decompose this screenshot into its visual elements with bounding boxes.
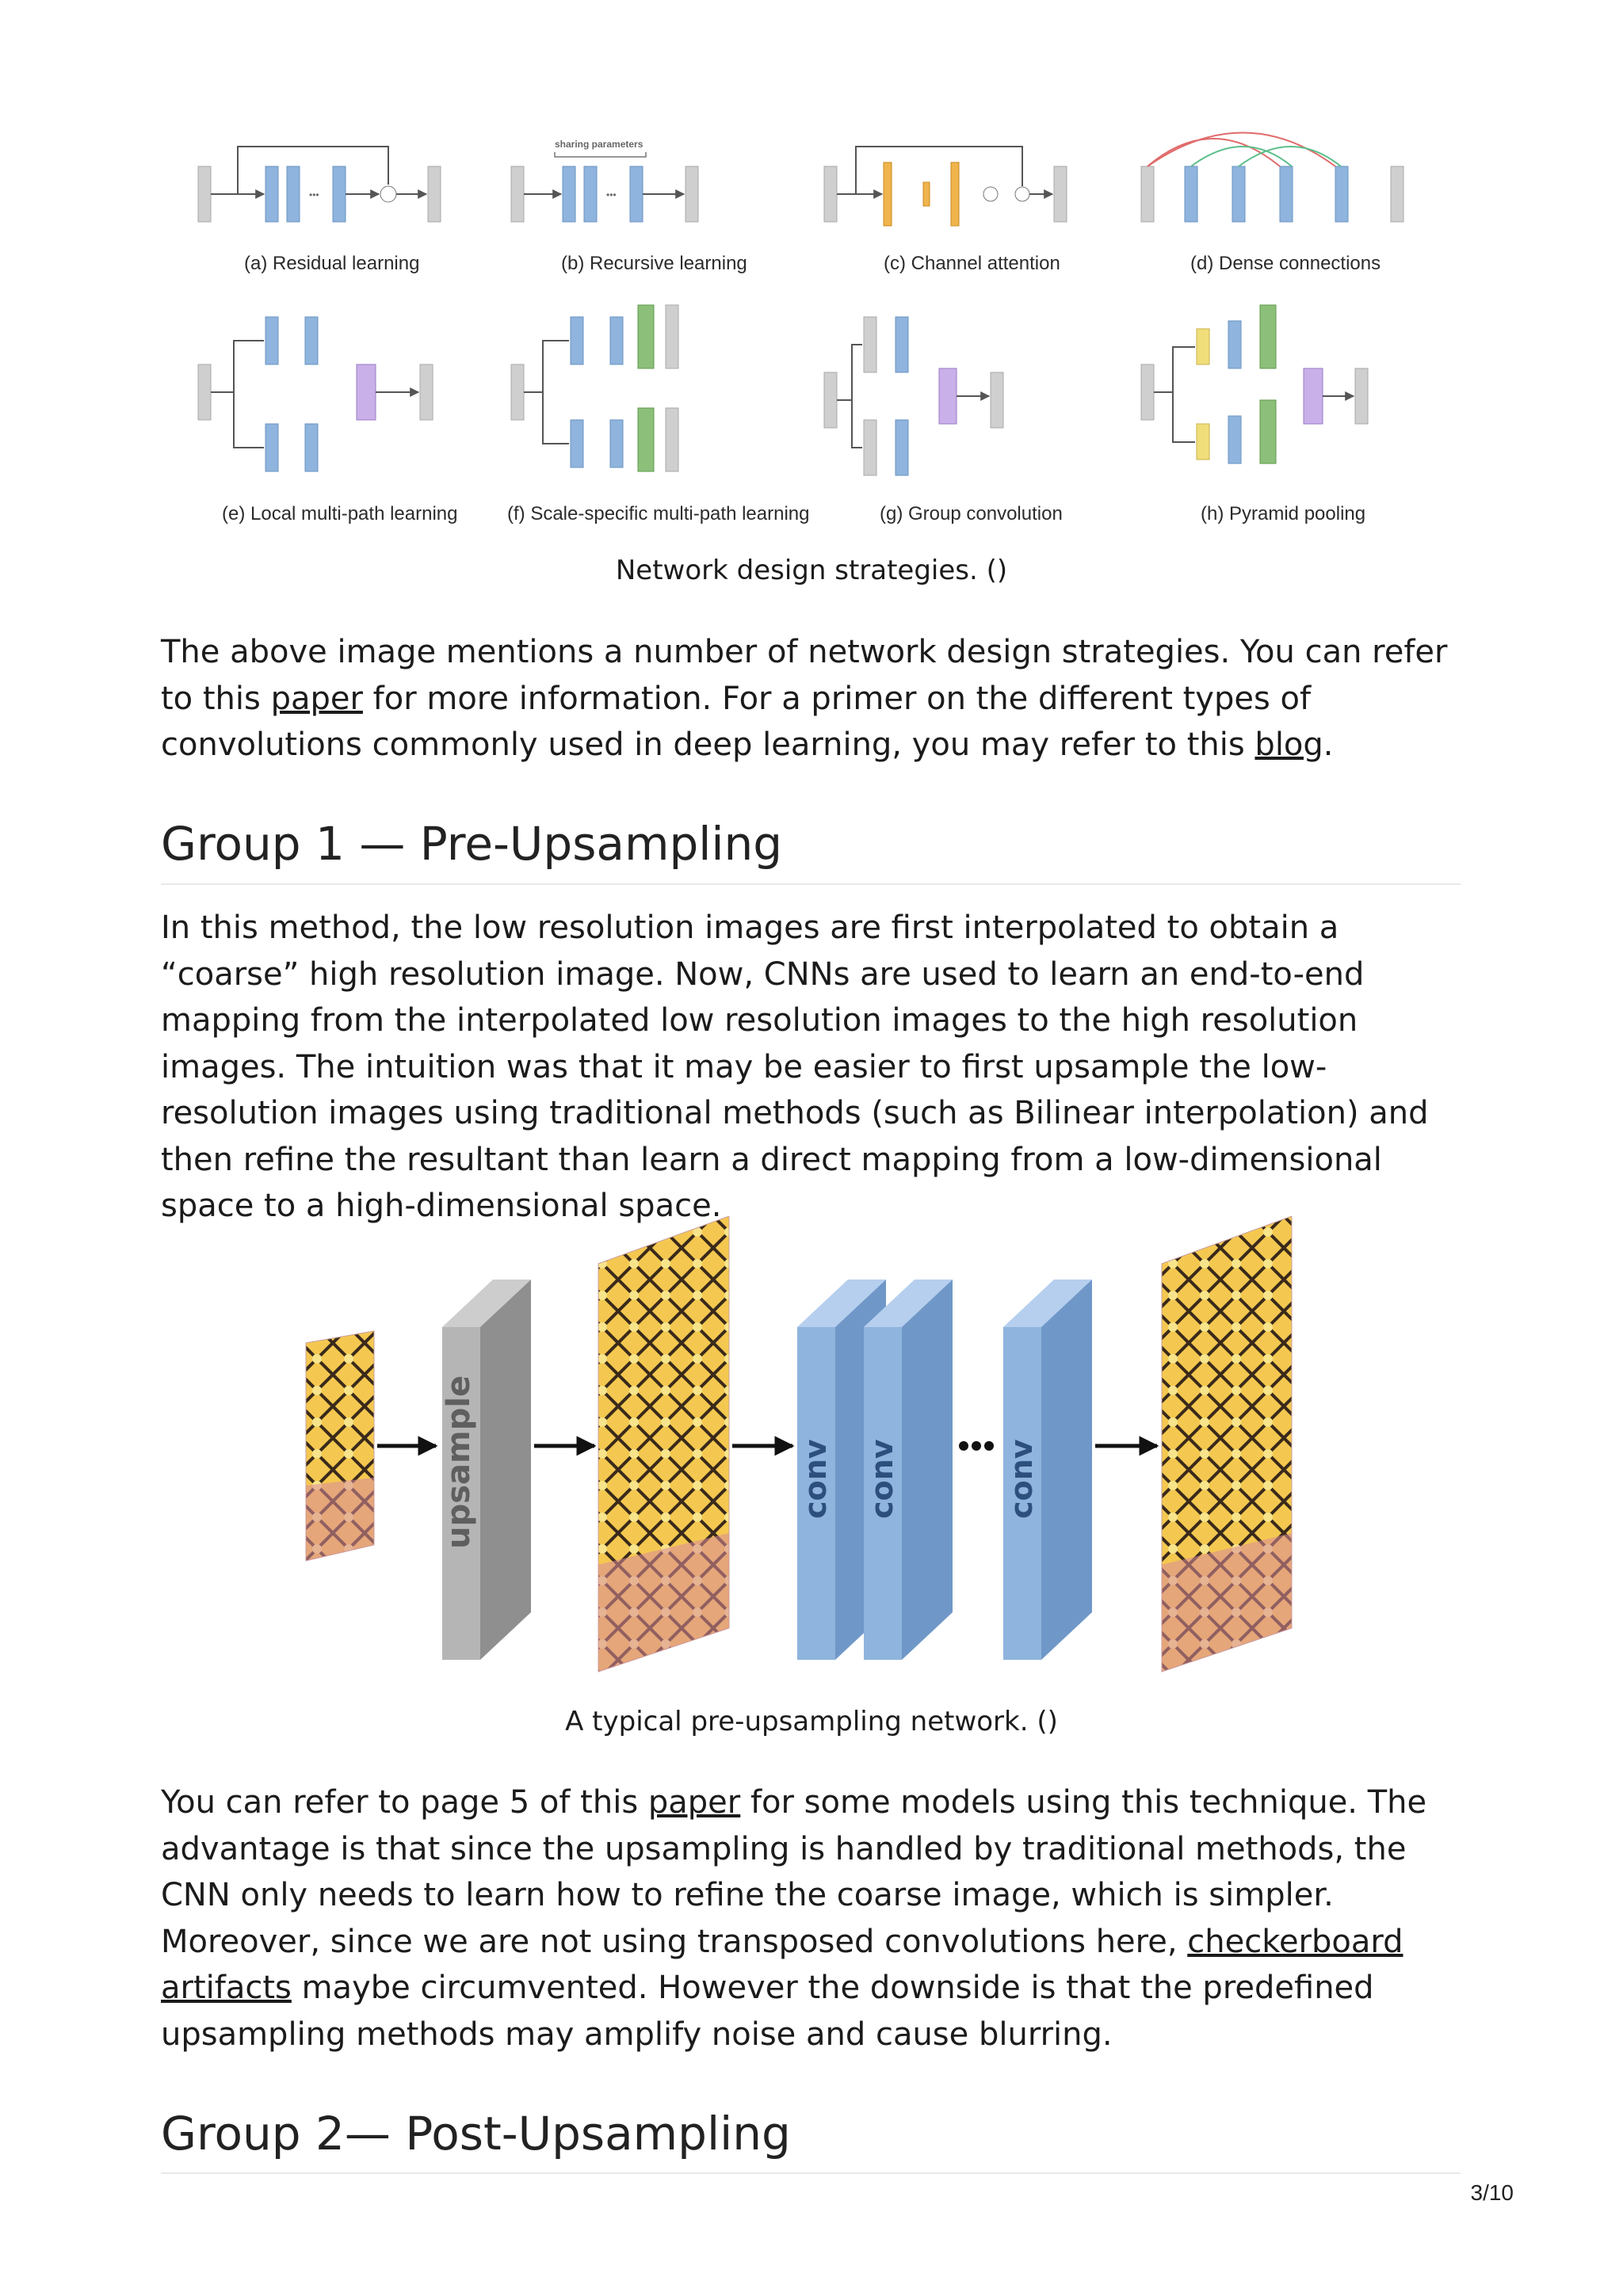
- panel-a-label: (a) Residual learning: [244, 253, 420, 274]
- upsample-label: upsample: [441, 1375, 477, 1549]
- panel-c-label: (c) Channel attention: [884, 253, 1060, 274]
- coarse-high-resolution-image: [598, 1216, 729, 1672]
- page-number: 3/10: [1470, 2180, 1514, 2205]
- blog-link[interactable]: blog: [1254, 727, 1323, 763]
- panel-d-label: (d) Dense connections: [1190, 253, 1381, 274]
- panel-local-multipath: [198, 317, 457, 524]
- svg-text:•••: •••: [309, 189, 319, 200]
- conv-block-2: [864, 1280, 953, 1660]
- panel-pyramid-pooling: [1141, 305, 1368, 524]
- intro-paragraph: [161, 629, 1461, 769]
- panel-dense-connections: [1141, 133, 1403, 275]
- paper-link[interactable]: paper: [270, 680, 363, 717]
- section-heading-post-upsampling: Group 2— Post-Upsampling: [161, 2107, 791, 2161]
- panel-b-label: (b) Recursive learning: [561, 253, 747, 274]
- paper-page5-link[interactable]: paper: [647, 1784, 741, 1821]
- panel-channel-attention: [824, 147, 1067, 274]
- panel-residual-learning: [198, 147, 441, 274]
- pre-upsampling-paragraph: In this method, the low resolution images are first interpolated to obtain a “coarse” high resolution image. Now, CNNs are used to learn an end-to-end mapping from the interpolated low resolution images to the high resolution images. The intuition was that it may be easier to first upsample the low-resolution images using traditional methods (such as Bilinear interpolation) and then refine the resultant than learn a direct mapping from a low-dimensional space to a high-dimensional space.: [161, 910, 1429, 1224]
- followup-text-3: maybe circumvented. However the downside is that the predefined upsampling methods may amplify noise and cause blurring.: [161, 1970, 1374, 2053]
- panel-group-convolution: [824, 317, 1063, 524]
- section2-divider: [161, 2172, 1461, 2174]
- section-divider: [161, 883, 1461, 885]
- conv-label-2: conv: [865, 1439, 899, 1519]
- upsample-block: [441, 1280, 531, 1660]
- panel-recursive-learning: [511, 139, 747, 274]
- panel-g-label: (g) Group convolution: [880, 503, 1063, 524]
- panel-f-label: (f) Scale-specific multi-path learning: [507, 503, 810, 524]
- svg-text:•••: •••: [606, 189, 617, 200]
- sharing-parameters-annotation: sharing parameters: [555, 139, 643, 150]
- low-resolution-image: [306, 1331, 374, 1561]
- output-high-resolution-image: [1162, 1216, 1292, 1672]
- intro-text-2: for more information. For a primer on the different types of convolutions commonly used in deep learning, you may refer to this: [161, 680, 1312, 763]
- checkerboard-artifacts-link[interactable]: checkerboard artifacts: [161, 1923, 1403, 2006]
- ellipsis-dots: [959, 1441, 994, 1451]
- network-design-strategies-figure: [190, 127, 1458, 531]
- figure1-caption: Network design strategies. (): [615, 555, 1008, 586]
- figure2-caption: A typical pre-upsampling network. (): [565, 1706, 1058, 1737]
- conv-label-3: conv: [1004, 1439, 1039, 1519]
- section-heading-pre-upsampling: Group 1 — Pre-Upsampling: [161, 817, 783, 871]
- panel-scale-specific: [507, 305, 809, 524]
- intro-text-3: .: [1323, 727, 1334, 763]
- intro-text-1: The above image mentions a number of network design strategies. You can refer to this: [161, 634, 1448, 717]
- panel-e-label: (e) Local multi-path learning: [222, 503, 458, 524]
- panel-h-label: (h) Pyramid pooling: [1201, 503, 1366, 524]
- conv-block-3: [1003, 1280, 1092, 1660]
- followup-text-2: for some models using this technique. The advantage is that since the upsampling is handled by traditional methods, the CNN only needs to learn how to refine the coarse image, which is simpler. Moreover, since we are not using transposed convolutions here,: [161, 1784, 1427, 1960]
- pre-upsampling-network-figure: [301, 1216, 1316, 1676]
- followup-text-1: You can refer to page 5 of this: [161, 1784, 648, 1821]
- pre-upsampling-followup-paragraph: [161, 1779, 1461, 2058]
- conv-label-1: conv: [798, 1439, 833, 1519]
